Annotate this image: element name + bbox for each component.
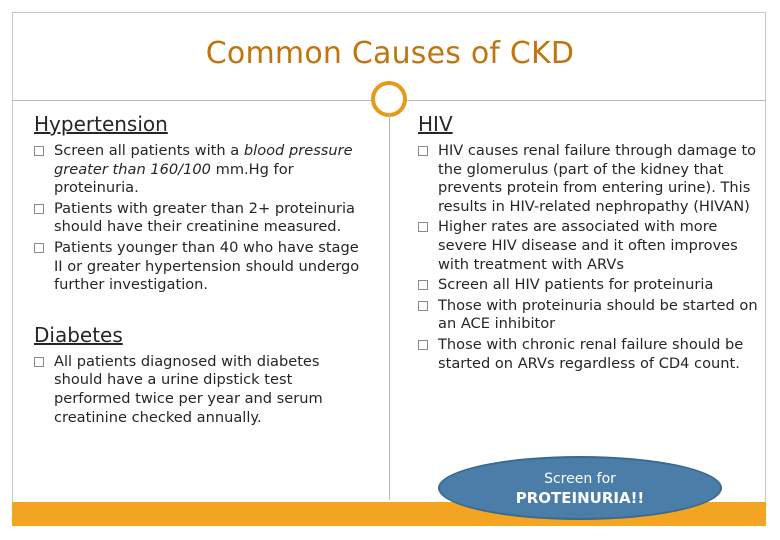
- hiv-list: [418, 142, 758, 373]
- list-item: HIV causes renal failure through damage to the glomerulus (part of the kidney that prevents protein from entering urine). This results in HIV-related nephropathy (HIVAN): [418, 142, 758, 216]
- list-item: All patients diagnosed with diabetes should have a urine dipstick test performed twice per year and serum creatinine checked annually.: [34, 353, 364, 427]
- diabetes-heading: Diabetes: [34, 322, 123, 347]
- proteinuria-callout: [438, 456, 722, 520]
- checkbox-bullet-icon: [34, 204, 44, 214]
- callout-line1: Screen for: [544, 471, 616, 487]
- list-item: Screen all HIV patients for proteinuria: [418, 276, 758, 295]
- hypertension-heading: Hypertension: [34, 112, 168, 136]
- list-item: Those with proteinuria should be started on an ACE inhibitor: [418, 297, 758, 334]
- checkbox-bullet-icon: [34, 146, 44, 156]
- checkbox-bullet-icon: [418, 280, 428, 290]
- right-column: [418, 112, 758, 375]
- checkbox-bullet-icon: [418, 301, 428, 311]
- list-item: Those with chronic renal failure should be started on ARVs regardless of CD4 count.: [418, 336, 758, 373]
- hypertension-list: [34, 142, 364, 295]
- diabetes-list: [34, 353, 364, 427]
- circle-ornament: [371, 81, 407, 117]
- checkbox-bullet-icon: [34, 243, 44, 253]
- column-divider: [389, 113, 390, 500]
- list-item: Higher rates are associated with more severe HIV disease and it often improves with treatment with ARVs: [418, 218, 758, 274]
- hiv-heading: HIV: [418, 112, 453, 136]
- checkbox-bullet-icon: [418, 222, 428, 232]
- left-column: [34, 112, 364, 429]
- checkbox-bullet-icon: [34, 357, 44, 367]
- checkbox-bullet-icon: [418, 340, 428, 350]
- list-item: Patients with greater than 2+ proteinuria should have their creatinine measured.: [34, 200, 364, 237]
- checkbox-bullet-icon: [418, 146, 428, 156]
- list-item: Patients younger than 40 who have stage II or greater hypertension should undergo further investigation.: [34, 239, 364, 295]
- list-item: Screen all patients with a blood pressure greater than 160/100 mm.Hg for proteinuria.: [34, 142, 364, 198]
- slide-title: Common Causes of CKD: [205, 36, 575, 71]
- callout-line2: PROTEINURIA!!: [515, 489, 645, 507]
